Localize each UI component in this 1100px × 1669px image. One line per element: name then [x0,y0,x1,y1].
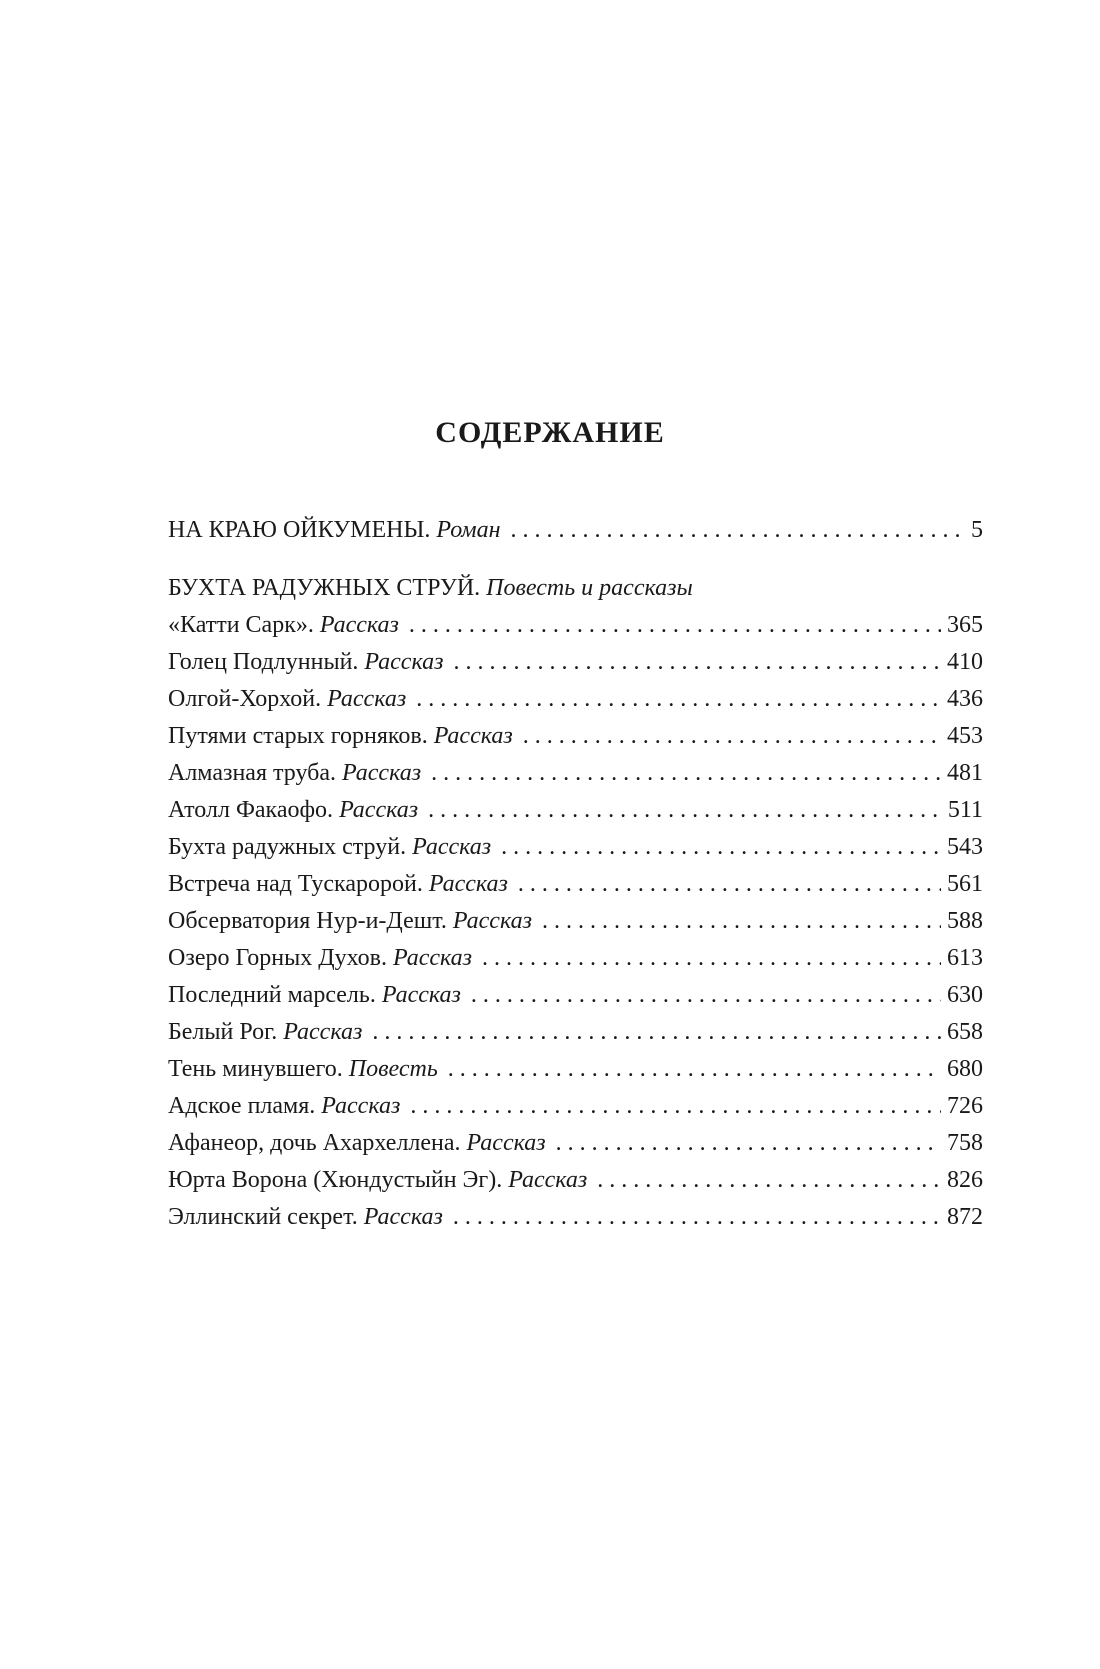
entry-genre: Роман [436,517,501,543]
entry-page-number: 5 [971,517,983,543]
dot-leader [372,1014,941,1051]
toc-section-heading [168,570,983,607]
entry-genre: Рассказ [327,686,407,712]
entry-title: Путями старых горняков. [168,723,428,749]
toc-entry[interactable] [168,1088,983,1125]
toc-entry[interactable] [168,866,983,903]
entry-page-number: 543 [947,834,983,860]
dot-leader [453,1199,941,1236]
entry-title: Последний марсель. [168,982,376,1008]
entry-genre: Рассказ [508,1167,588,1193]
toc-entry[interactable] [168,792,983,829]
entry-genre: Рассказ [363,1204,443,1230]
dot-leader [482,940,941,977]
toc-entry[interactable] [168,977,983,1014]
dot-leader [542,903,941,940]
entry-title: Озеро Горных Духов. [168,945,387,971]
dot-leader [523,718,941,755]
entry-genre: Рассказ [321,1093,401,1119]
dot-leader [556,1125,941,1162]
entry-genre: Рассказ [339,797,419,823]
entry-page-number: 410 [947,649,983,675]
entry-genre: Рассказ [393,945,473,971]
toc-entry[interactable] [168,829,983,866]
section-genre: Повесть и рассказы [486,575,693,601]
entry-title: Бухта радужных струй. [168,834,407,860]
dot-leader [416,681,941,718]
entry-title: Встреча над Тускаророй. [168,871,423,897]
entry-page-number: 630 [947,982,983,1008]
dot-leader [410,1088,941,1125]
toc-entry[interactable] [168,1014,983,1051]
entry-page-number: 436 [947,686,983,712]
toc-entry[interactable] [168,681,983,718]
entry-genre: Рассказ [319,612,399,638]
dot-leader [471,977,941,1014]
toc-entry[interactable] [168,644,983,681]
entry-page-number: 826 [947,1167,983,1193]
entry-title: Белый Рог. [168,1019,278,1045]
dot-leader [518,866,941,903]
toc-entry[interactable] [168,1125,983,1162]
dot-leader [409,607,941,644]
entry-page-number: 613 [947,945,983,971]
entry-page-number: 658 [947,1019,983,1045]
toc-entry[interactable] [168,903,983,940]
toc-entry[interactable] [168,940,983,977]
entry-page-number: 588 [947,908,983,934]
entry-page-number: 453 [947,723,983,749]
entry-page-number: 726 [947,1093,983,1119]
toc-entry[interactable] [168,1199,983,1236]
toc-entry-list [168,607,983,1236]
entry-genre: Рассказ [381,982,461,1008]
entry-page-number: 511 [947,797,983,823]
entry-title: Обсерватория Нур-и-Дешт. [168,908,447,934]
entry-genre: Рассказ [283,1019,363,1045]
entry-page-number: 680 [947,1056,983,1082]
entry-genre: Повесть [348,1056,438,1082]
entry-genre: Рассказ [452,908,532,934]
entry-title: Адское пламя. [168,1093,316,1119]
entry-genre: Рассказ [433,723,513,749]
entry-page-number: 561 [947,871,983,897]
entry-genre: Рассказ [466,1130,546,1156]
entry-title: НА КРАЮ ОЙКУМЕНЫ. [168,517,431,543]
entry-title: Алмазная труба. [168,760,337,786]
dot-leader [448,1051,941,1088]
entry-title: Эллинский секрет. [168,1204,358,1230]
dot-leader [428,792,942,829]
toc-entry[interactable] [168,1162,983,1199]
entry-genre: Рассказ [412,834,492,860]
dot-leader [501,829,941,866]
entry-page-number: 872 [947,1204,983,1230]
toc-entry[interactable] [168,607,983,644]
entry-title: Атолл Факаофо. [168,797,334,823]
toc-entry[interactable] [168,718,983,755]
entry-genre: Рассказ [342,760,422,786]
dot-leader [511,512,965,549]
toc-entry[interactable] [168,755,983,792]
entry-genre: Рассказ [364,649,444,675]
entry-title: «Катти Сарк». [168,612,314,638]
dot-leader [453,644,941,681]
section-title: БУХТА РАДУЖНЫХ СТРУЙ. [168,575,481,601]
dot-leader [431,755,941,792]
toc-entry-novel[interactable] [168,512,983,549]
entry-title: Голец Подлунный. [168,649,359,675]
table-of-contents [168,512,983,1236]
entry-title: Олгой-Хорхой. [168,686,322,712]
entry-title: Тень минувшего. [168,1056,343,1082]
toc-entry[interactable] [168,1051,983,1088]
entry-page-number: 365 [947,612,983,638]
page-title: СОДЕРЖАНИЕ [435,416,665,449]
entry-genre: Рассказ [428,871,508,897]
dot-leader [597,1162,941,1199]
entry-page-number: 481 [947,760,983,786]
entry-page-number: 758 [947,1130,983,1156]
entry-title: Афанеор, дочь Ахархеллена. [168,1130,461,1156]
entry-title: Юрта Ворона (Хюндустыйн Эг). [168,1167,503,1193]
